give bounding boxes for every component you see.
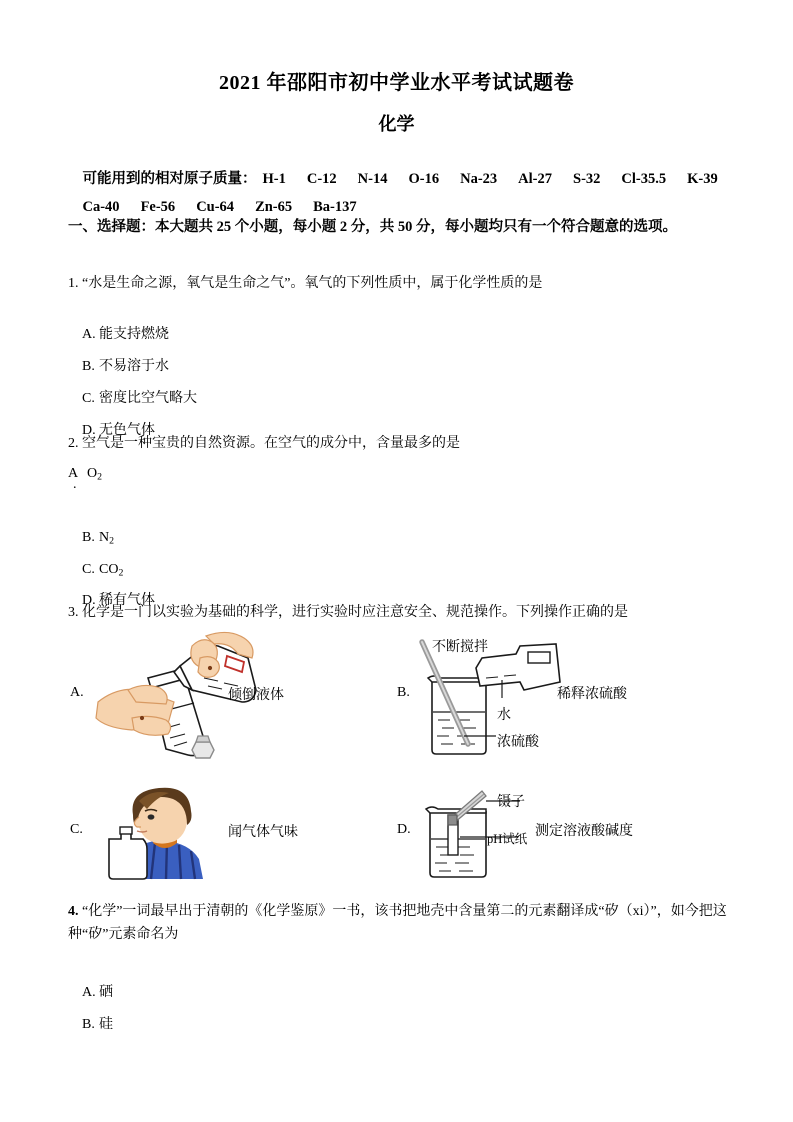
question-1-number: 1. [68, 276, 79, 291]
question-1-stem [68, 272, 733, 295]
option-letter: A. [82, 985, 96, 1000]
question-3-option-a-letter[interactable]: A. [70, 685, 84, 700]
option-text: 无色气体 [99, 423, 155, 438]
option-letter-period: . [73, 477, 77, 492]
question-4-text: “化学”一词最早出于清朝的《化学鉴原》一书，该书把地壳中含量第二的元素翻译成“矽（xi）”，如今把这种“矽”元素命名为 [68, 904, 727, 942]
atomic-mass-item: Cu-64 [196, 199, 235, 215]
figure-b-label-stir: 不断搅拌 [432, 640, 488, 655]
figure-d-label-tweezers: 镊子 [497, 795, 525, 810]
question-3-option-d-letter[interactable]: D. [397, 822, 411, 837]
option-text: 硅 [99, 1017, 113, 1032]
question-2-text: 空气是一种宝贵的自然资源。在空气的成分中，含量最多的是 [82, 436, 460, 451]
option-formula: $CO_2$ [99, 562, 124, 579]
atomic-mass-item: Ca-40 [82, 199, 120, 215]
option-letter: A. [82, 327, 96, 342]
figure-d-label-ph-paper: pH试纸 [487, 832, 528, 846]
question-4-stem [68, 900, 733, 946]
option-text: 不易溶于水 [99, 359, 169, 374]
question-2-option-a[interactable] [68, 464, 188, 492]
atomic-mass-item: Ba-137 [313, 199, 357, 215]
atomic-mass-item: Zn-65 [255, 199, 293, 215]
atomic-mass-item: O-16 [408, 171, 440, 187]
atomic-mass-label: 可能用到的相对原子质量： [82, 171, 257, 187]
option-text: 能支持燃烧 [99, 327, 169, 342]
atomic-mass-item: C-12 [306, 171, 337, 187]
figure-b-label-water: 水 [497, 708, 511, 723]
section-heading: 一、选择题：本大题共 25 个小题，每小题 2 分，共 50 分，每小题均只有一个符合题意的选项。 [68, 219, 677, 235]
question-1-text: “水是生命之源，氧气是生命之气”。氧气的下列性质中，属于化学性质的是 [82, 276, 543, 291]
atomic-mass-item: Na-23 [460, 171, 498, 187]
atomic-mass-item: K-39 [687, 171, 718, 187]
atomic-mass-item: N-14 [357, 171, 388, 187]
question-3-number: 3. [68, 605, 79, 620]
page-title: 2021 年邵阳市初中学业水平考试试题卷 [219, 72, 574, 94]
atomic-mass-item: Fe-56 [140, 199, 176, 215]
question-3-stem [68, 601, 733, 624]
question-4-number: 4. [68, 904, 79, 919]
question-2-number: 2. [68, 436, 79, 451]
option-letter: D. [82, 593, 96, 608]
option-letter: A [68, 466, 79, 481]
question-3-text: 化学是一门以实验为基础的科学，进行实验时应注意安全、规范操作。下列操作正确的是 [82, 605, 628, 620]
option-letter: C. [82, 562, 95, 577]
option-text: 稀有气体 [99, 593, 155, 608]
atomic-mass-item: S-32 [573, 171, 601, 187]
option-formula: $N_2$ [99, 530, 115, 547]
atomic-mass-item: H-1 [262, 171, 286, 187]
option-letter: C. [82, 391, 95, 406]
figure-d-caption: 测定溶液酸碱度 [535, 824, 633, 839]
option-letter: B. [82, 1017, 95, 1032]
figure-smelling-gas [103, 787, 223, 879]
figure-a-caption: 倾倒液体 [228, 688, 284, 703]
question-3-option-c-letter[interactable]: C. [70, 822, 83, 837]
option-letter: B. [82, 530, 95, 545]
option-letter: D. [82, 423, 96, 438]
question-2-stem [68, 432, 733, 455]
figure-c-caption: 闻气体气味 [228, 825, 298, 840]
question-4-option-b[interactable] [68, 995, 113, 1055]
atomic-mass-item: Al-27 [518, 171, 552, 187]
figure-b-caption: 稀释浓硫酸 [557, 687, 627, 702]
option-formula: $O_2$ [87, 466, 103, 483]
option-letter: B. [82, 359, 95, 374]
atomic-mass-item: Cl-35.5 [621, 171, 667, 187]
option-text: 密度比空气略大 [99, 391, 197, 406]
figure-b-label-acid: 浓硫酸 [497, 735, 539, 750]
option-text: 硒 [99, 985, 113, 1000]
subject-title: 化学 [378, 114, 415, 134]
question-3-option-b-letter[interactable]: B. [397, 685, 410, 700]
